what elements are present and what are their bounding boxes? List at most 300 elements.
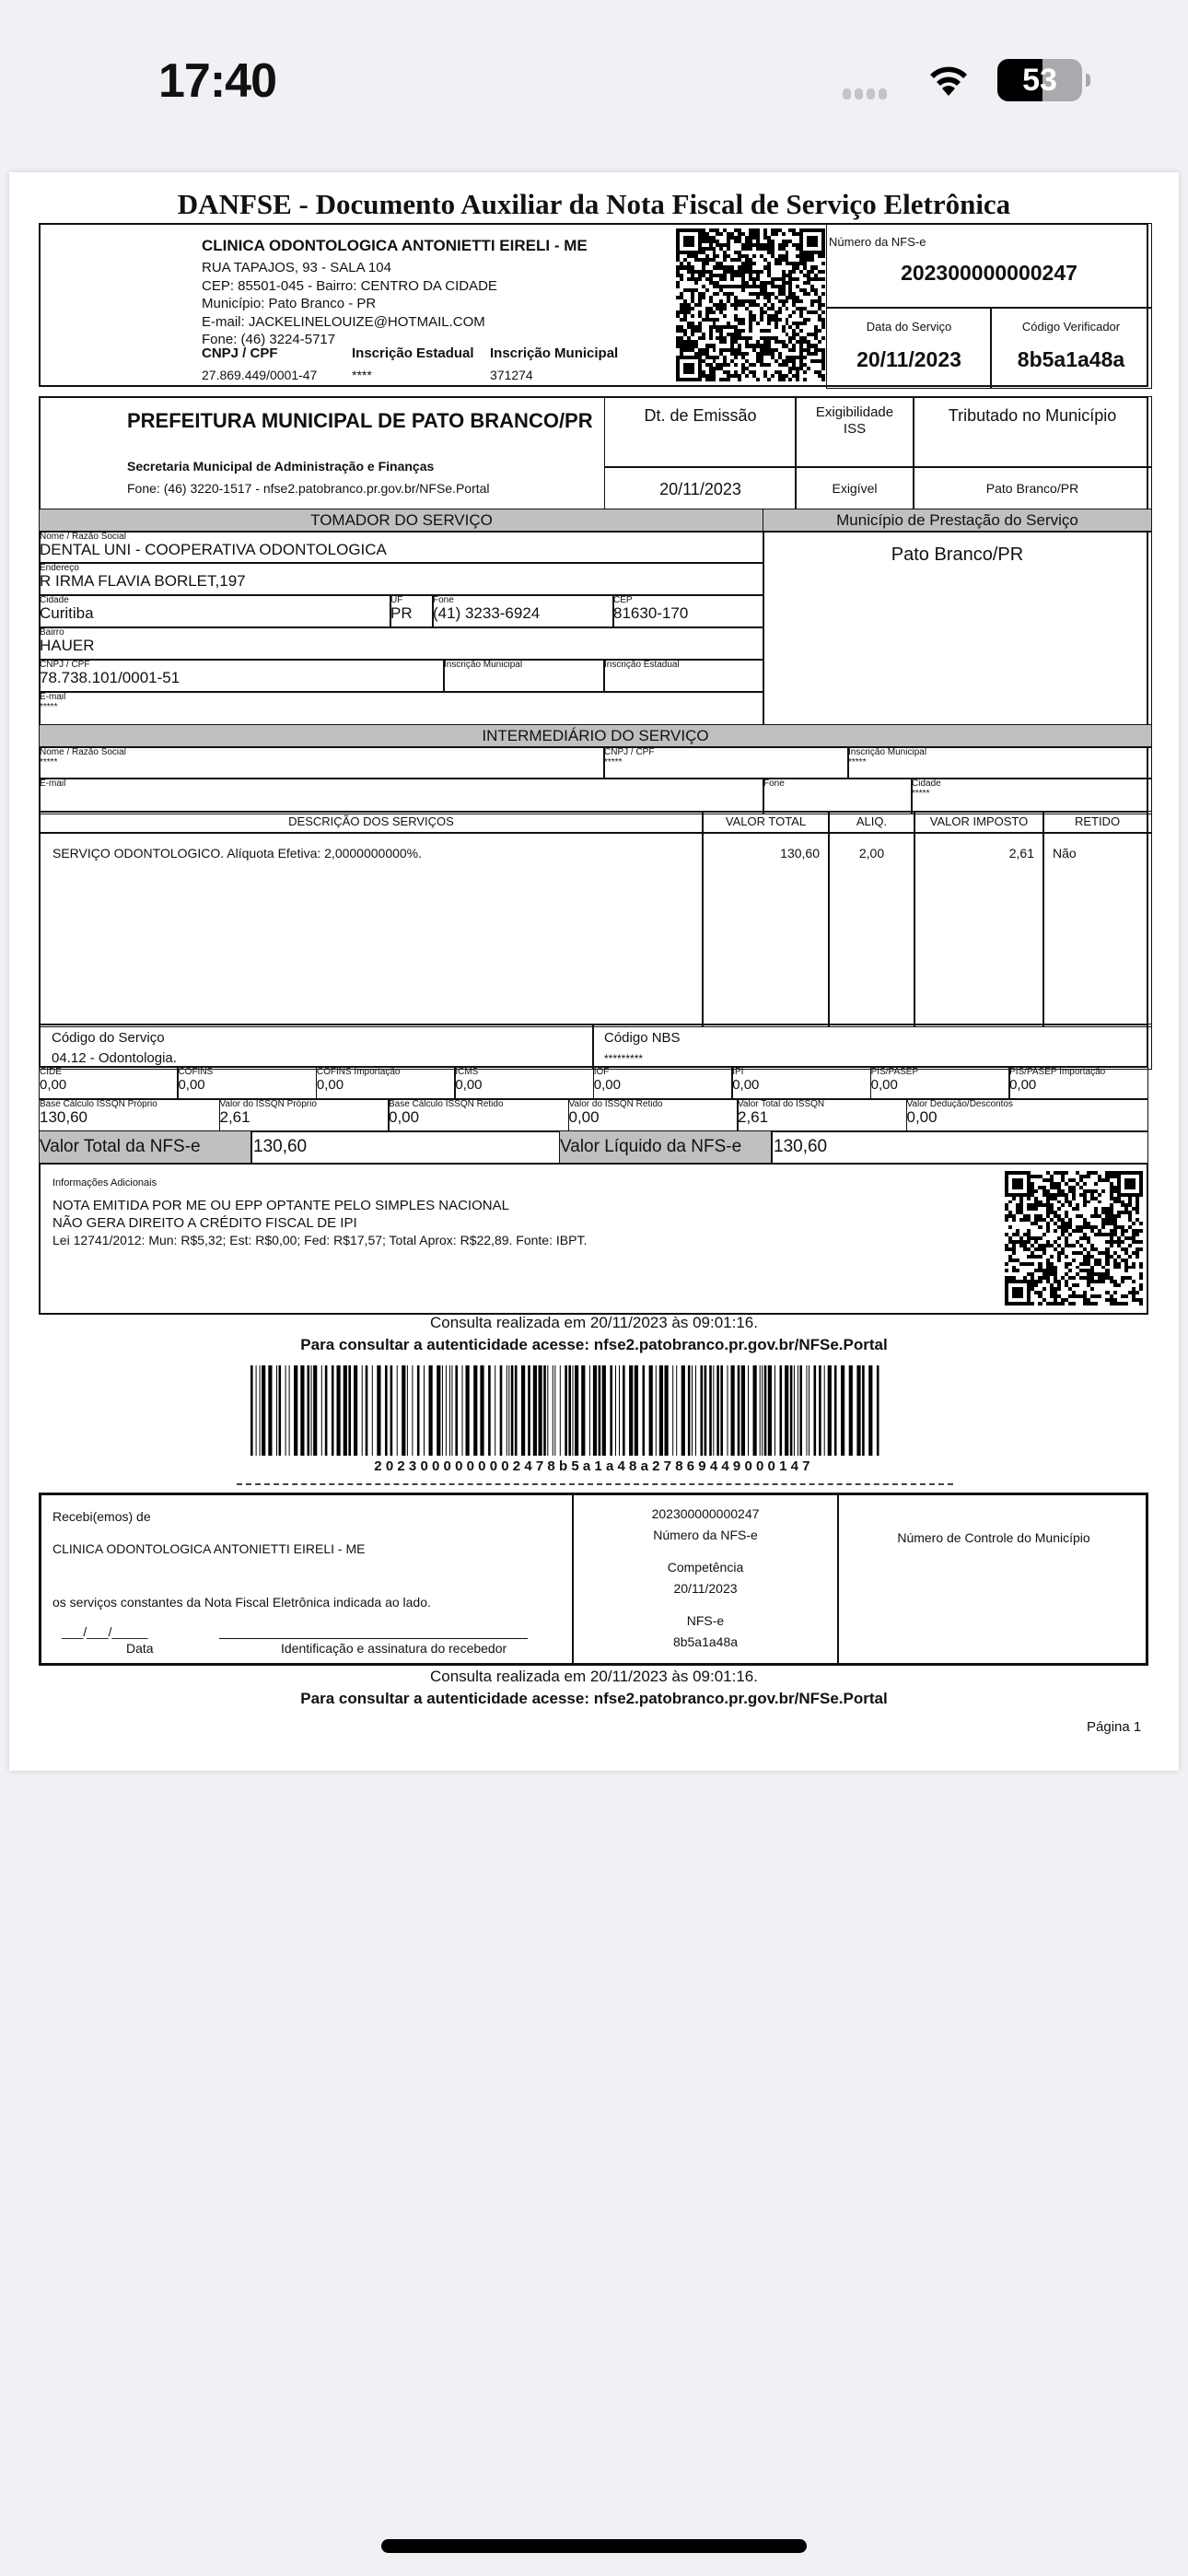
barcode-bar <box>799 1365 802 1456</box>
barcode-bar <box>279 1365 282 1456</box>
barcode-bar <box>260 1365 261 1456</box>
barcode-bar <box>308 1365 310 1456</box>
barcode-bar <box>256 1365 257 1456</box>
field-value: 78.738.101/0001-51 <box>40 669 181 686</box>
barcode-bar <box>602 1365 606 1456</box>
barcode-bar <box>635 1365 638 1456</box>
barcode-bar <box>276 1365 277 1456</box>
field-label: E-mail <box>40 779 66 789</box>
municipio-value: Pato Branco/PR <box>763 531 1152 728</box>
barcode-bar <box>741 1365 745 1456</box>
barcode-bar <box>785 1365 788 1456</box>
prestador-address: RUA TAPAJOS, 93 - SALA 104 <box>202 260 391 275</box>
barcode-bar <box>841 1365 844 1456</box>
barcode-bar <box>515 1365 518 1456</box>
tomador-ie-cell <box>603 659 764 693</box>
barcode-bar <box>268 1365 272 1456</box>
barcode-bar <box>262 1365 265 1456</box>
tomador-nome-cell <box>39 531 764 564</box>
barcode-bar <box>659 1365 663 1456</box>
field-label: CNPJ / CPF <box>604 747 655 757</box>
col-header-retido: RETIDO <box>1042 811 1152 834</box>
barcode-bar <box>455 1365 458 1456</box>
barcode-bar <box>768 1365 772 1456</box>
recibo-servicos: os serviços constantes da Nota Fiscal Eletrônica indicada ao lado. <box>52 1595 431 1610</box>
field-value: 0,00 <box>593 1077 621 1093</box>
barcode-bar <box>372 1365 373 1456</box>
info-label: Informações Adicionais <box>52 1177 157 1188</box>
barcode-bar <box>539 1365 542 1456</box>
barcode-bar <box>681 1365 685 1456</box>
codigo-nbs-cell <box>592 1024 1152 1070</box>
barcode-bar <box>451 1365 452 1456</box>
recibo-nfse-cell <box>572 1493 839 1666</box>
barcode-bar <box>643 1365 646 1456</box>
qr-module <box>1139 1302 1143 1306</box>
barcode-bar <box>807 1365 808 1456</box>
field-value: 2,61 <box>738 1108 769 1126</box>
barcode-bar <box>692 1365 693 1456</box>
servico-aliq: 2,00 <box>828 832 915 1027</box>
codigo-servico-box <box>39 1024 1148 1068</box>
servico-valor-total: 130,60 <box>702 832 830 1027</box>
field-label: CNPJ / CPF <box>40 660 90 670</box>
field-value: 0,00 <box>40 1077 67 1093</box>
issqn-cell <box>39 1098 220 1132</box>
prefeitura-contact: Fone: (46) 3220-1517 - nfse2.patobranco.pr.gov.br/NFSe.Portal <box>127 481 490 496</box>
barcode-bar <box>819 1365 821 1456</box>
barcode-bar <box>656 1365 657 1456</box>
field-value: 2,61 <box>219 1108 250 1126</box>
barcode-bar <box>332 1365 334 1456</box>
codigo-verificador-label: Código Verificador <box>1021 320 1121 334</box>
barcode-bar <box>407 1365 408 1456</box>
barcode-bar <box>528 1365 530 1456</box>
barcode-bar <box>511 1365 514 1456</box>
barcode-bar <box>449 1365 450 1456</box>
wifi-icon <box>926 59 972 100</box>
barcode-bar <box>568 1365 571 1456</box>
field-value: ***** <box>604 757 623 767</box>
tomador-header: TOMADOR DO SERVIÇO <box>39 509 764 533</box>
barcode-bar <box>780 1365 783 1456</box>
field-label: Nome / Razão Social <box>40 532 126 542</box>
tributado-label: Tributado no Município <box>913 396 1152 468</box>
field-label: Valor do ISSQN Próprio <box>219 1099 317 1109</box>
barcode-bar <box>521 1365 525 1456</box>
field-value: 0,00 <box>389 1108 420 1126</box>
field-label: Inscrição Municipal <box>444 660 523 670</box>
barcode-bar <box>390 1365 393 1456</box>
barcode-bar <box>412 1365 413 1456</box>
field-label: Endereço <box>40 563 79 573</box>
field-value: 81630-170 <box>613 604 689 622</box>
barcode-bar <box>676 1365 677 1456</box>
barcode-bar <box>313 1365 317 1456</box>
prefeitura-secretaria: Secretaria Municipal de Administração e Finanças <box>127 459 435 474</box>
servico-descricao: SERVIÇO ODONTOLOGICO. Alíquota Efetiva: 2,0000000000%. <box>39 832 704 1027</box>
field-label: PIS/PASEP <box>870 1067 919 1077</box>
field-label: Cidade <box>912 779 941 789</box>
barcode-bar <box>417 1365 420 1456</box>
codigo-verificador-value: 8b5a1a48a <box>1017 347 1125 371</box>
tributo-cell <box>177 1066 317 1100</box>
numero-label: Número da NFS-e <box>829 235 926 249</box>
tributo-cell <box>731 1066 871 1100</box>
data-servico-label: Data do Serviço <box>866 320 952 334</box>
barcode-bar <box>300 1365 304 1456</box>
exigibilidade-value: Exigível <box>795 466 914 512</box>
field-value: 0,00 <box>455 1077 483 1093</box>
im-value: 371274 <box>490 368 533 382</box>
prestador-cep: CEP: 85501-045 - Bairro: CENTRO DA CIDADE <box>202 277 497 294</box>
field-label: UF <box>390 595 403 605</box>
intermediario-fone-cell <box>763 778 913 814</box>
prefeitura-box <box>39 396 1148 510</box>
barcode-bar <box>705 1365 707 1456</box>
barcode-bar <box>446 1365 447 1456</box>
tributo-cell <box>39 1066 179 1100</box>
barcode-bar <box>554 1365 555 1456</box>
barcode-bar <box>424 1365 425 1456</box>
field-value: R IRMA FLAVIA BORLET,197 <box>40 572 246 590</box>
barcode-bar <box>748 1365 749 1456</box>
intermediario-im-cell <box>847 746 1152 779</box>
field-value: 0,00 <box>316 1077 344 1093</box>
tomador-endereco-cell <box>39 562 764 596</box>
field-label: Bairro <box>40 627 64 638</box>
field-label: Valor Total do ISSQN <box>738 1099 825 1109</box>
issqn-row <box>39 1098 1148 1132</box>
barcode-bar <box>533 1365 537 1456</box>
info-line: Lei 12741/2012: Mun: R$5,32; Est: R$0,00; Fed: R$17,57; Total Aprox: R$22,89. Fonte: IBPT. <box>52 1233 588 1247</box>
barcode-bar <box>593 1365 597 1456</box>
field-value: PR <box>390 604 413 622</box>
recibo-assinatura-label: Identificação e assinatura do recebedor <box>281 1641 507 1656</box>
barcode-bar <box>828 1365 832 1456</box>
consulta-text-footer: Consulta realizada em 20/11/2023 às 09:01:16. <box>430 1668 758 1685</box>
barcode-bar <box>500 1365 503 1456</box>
field-value: ********* <box>604 1052 644 1065</box>
barcode-bar <box>589 1365 590 1456</box>
barcode-bar <box>695 1365 696 1456</box>
barcode-bar <box>337 1365 341 1456</box>
prestador-name: CLINICA ODONTOLOGICA ANTONIETTI EIRELI - ME <box>202 237 588 254</box>
tomador-cidade-cell <box>39 594 391 628</box>
tomador-uf-cell <box>390 594 434 628</box>
prestador-box <box>39 223 1148 387</box>
barcode-bar <box>480 1365 483 1456</box>
barcode-bar <box>713 1365 714 1456</box>
barcode-bar <box>565 1365 567 1456</box>
servico-retido: Não <box>1042 832 1152 1027</box>
tributo-cell <box>1008 1066 1148 1100</box>
recibo-numero: 202300000000247 <box>651 1506 760 1521</box>
barcode-bar <box>437 1365 440 1456</box>
recibo-empresa: CLINICA ODONTOLOGICA ANTONIETTI EIRELI - ME <box>52 1541 366 1556</box>
field-label: Inscrição Municipal <box>848 747 927 757</box>
field-label: Base Cálculo ISSQN Próprio <box>40 1099 157 1109</box>
prestador-email: E-mail: JACKELINELOUIZE@HOTMAIL.COM <box>202 313 485 330</box>
cellular-signal-icon <box>843 88 887 100</box>
field-value: 0,00 <box>870 1077 898 1093</box>
barcode-bar <box>377 1365 380 1456</box>
field-label: Nome / Razão Social <box>40 747 126 757</box>
barcode-bar <box>385 1365 388 1456</box>
intermediario-cnpj-cell <box>603 746 849 779</box>
home-indicator[interactable] <box>381 2539 807 2553</box>
field-value: Curitiba <box>40 604 94 622</box>
barcode-bar <box>547 1365 548 1456</box>
valor-total-label: Valor Total da NFS-e <box>39 1130 252 1165</box>
barcode-bar <box>610 1365 612 1456</box>
recibo-recebi: Recebi(emos) de <box>52 1509 151 1524</box>
barcode-bar <box>362 1365 363 1456</box>
field-label: COFINS <box>178 1067 214 1077</box>
barcode-bar <box>488 1365 491 1456</box>
barcode-bar <box>790 1365 793 1456</box>
barcode-bar <box>354 1365 357 1456</box>
field-label: Inscrição Estadual <box>604 660 680 670</box>
codigo-verificador-cell <box>990 307 1152 389</box>
valor-liquido-value: 130,60 <box>771 1130 1148 1165</box>
col-header-valor-imposto: VALOR IMPOSTO <box>914 811 1044 834</box>
barcode-bar <box>466 1365 470 1456</box>
field-value: HAUER <box>40 637 95 654</box>
field-value: ***** <box>912 789 930 799</box>
recibo-nfse-label: NFS-e <box>686 1613 725 1628</box>
tomador-im-cell <box>443 659 605 693</box>
battery-icon <box>997 59 1082 101</box>
barcode-bar <box>402 1365 405 1456</box>
field-label: IOF <box>593 1067 610 1077</box>
tomador-bairro-cell <box>39 626 764 661</box>
tomador-cnpj-cell <box>39 659 445 693</box>
barcode-bar <box>462 1365 463 1456</box>
barcode-bar <box>397 1365 398 1456</box>
field-value: DENTAL UNI - COOPERATIVA ODONTOLOGICA <box>40 541 387 558</box>
autenticidade-link-footer[interactable]: Para consultar a autenticidade acesse: nfse2.patobranco.pr.gov.br/NFSe.Portal <box>300 1690 888 1707</box>
prestador-address-block <box>202 259 497 349</box>
numero-value: 202300000000247 <box>901 261 1077 285</box>
field-label: Valor do ISSQN Retido <box>568 1099 663 1109</box>
recibo-codigo: 8b5a1a48a <box>672 1634 739 1649</box>
recibo-data-label: Data <box>126 1641 154 1656</box>
barcode-bar <box>573 1365 574 1456</box>
recibo-competencia-label: Competência <box>667 1560 744 1575</box>
barcode-bar <box>344 1365 347 1456</box>
barcode-bar <box>619 1365 620 1456</box>
field-value: 0,00 <box>732 1077 760 1093</box>
valor-liquido-label: Valor Líquido da NFS-e <box>559 1130 773 1165</box>
barcode-bar <box>672 1365 673 1456</box>
document-title: DANFSE - Documento Auxiliar da Nota Fiscal de Serviço Eletrônica <box>177 188 1011 220</box>
barcode-bar <box>814 1365 817 1456</box>
info-lines <box>52 1198 587 1249</box>
qr-code-info <box>1005 1171 1143 1306</box>
barcode-bar <box>321 1365 322 1456</box>
field-label: Código NBS <box>604 1030 681 1046</box>
issqn-cell <box>906 1098 1149 1132</box>
barcode-bar <box>429 1365 433 1456</box>
issqn-cell <box>737 1098 907 1132</box>
field-label: COFINS Importação <box>316 1067 401 1077</box>
field-label: CIDE <box>40 1067 62 1077</box>
barcode-bar <box>849 1365 853 1456</box>
barcode-text: 2023000000002478b5a1a48a27869449000147 <box>374 1458 814 1474</box>
field-value: (41) 3233-6924 <box>433 604 541 622</box>
valor-total-value: 130,60 <box>250 1130 561 1165</box>
barcode-bar <box>720 1365 723 1456</box>
intermediario-box <box>39 724 1148 813</box>
field-value: 0,00 <box>568 1108 600 1126</box>
barcode-bar <box>762 1365 763 1456</box>
barcode-bar <box>868 1365 872 1456</box>
emissao-label: Dt. de Emissão <box>604 396 797 468</box>
barcode-bar <box>709 1365 712 1456</box>
barcode-bar <box>649 1365 653 1456</box>
field-label: ICMS <box>455 1067 479 1077</box>
issqn-cell <box>568 1098 739 1132</box>
prestador-fone: Fone: (46) 3224-5717 <box>202 332 336 347</box>
barcode-bar <box>794 1365 795 1456</box>
barcode-bar <box>738 1365 740 1456</box>
info-line: NOTA EMITIDA POR ME OU EPP OPTANTE PELO SIMPLES NACIONAL <box>52 1198 509 1213</box>
barcode-bar <box>834 1365 837 1456</box>
autenticidade-link[interactable]: Para consultar a autenticidade acesse: nfse2.patobranco.pr.gov.br/NFSe.Portal <box>300 1336 888 1353</box>
battery-tip <box>1086 74 1090 87</box>
barcode-bar <box>877 1365 879 1456</box>
barcode-bar <box>581 1365 585 1456</box>
intermediario-email-cell <box>39 778 764 814</box>
barcode-bar <box>824 1365 825 1456</box>
tributado-value: Pato Branco/PR <box>913 466 1152 512</box>
tomador-fone-cell <box>432 594 614 628</box>
recibo-numero-label: Número da NFS-e <box>653 1528 758 1542</box>
col-header-valor-total: VALOR TOTAL <box>702 811 830 834</box>
barcode-bar <box>560 1365 561 1456</box>
recibo-controle-label: Número de Controle do Município <box>897 1530 1090 1545</box>
tomador-box <box>39 509 1148 726</box>
barcode-bar <box>294 1365 297 1456</box>
emissao-value: 20/11/2023 <box>604 466 797 512</box>
field-value: ***** <box>848 757 867 767</box>
field-value: 0,00 <box>1009 1077 1037 1093</box>
barcode-bar <box>716 1365 719 1456</box>
barcode-bar <box>760 1365 761 1456</box>
data-servico-cell <box>826 307 992 389</box>
qr-module <box>821 378 825 381</box>
status-time: 17:40 <box>158 54 276 108</box>
prefeitura-name: PREFEITURA MUNICIPAL DE PATO BRANCO/PR <box>127 409 593 432</box>
numero-nfse-cell <box>826 223 1152 309</box>
recibo-date-blank[interactable]: ___/___/_____ <box>62 1624 148 1639</box>
servico-valor-imposto: 2,61 <box>914 832 1044 1027</box>
barcode-bar <box>665 1365 669 1456</box>
col-header-descricao: DESCRIÇÃO DOS SERVIÇOS <box>39 811 704 834</box>
barcode-bar <box>289 1365 290 1456</box>
issqn-cell <box>219 1098 390 1132</box>
barcode-bar <box>615 1365 616 1456</box>
field-label: CEP <box>613 595 633 605</box>
field-label: IPI <box>732 1067 744 1077</box>
barcode-bar <box>250 1365 253 1456</box>
barcode-bar <box>862 1365 865 1456</box>
municipio-header: Município de Prestação do Serviço <box>763 509 1152 533</box>
barcode-bar <box>442 1365 443 1456</box>
barcode-bar <box>701 1365 704 1456</box>
intermediario-header: INTERMEDIÁRIO DO SERVIÇO <box>39 724 1152 748</box>
valores-row <box>39 1130 1148 1165</box>
ie-value: **** <box>352 368 372 382</box>
field-label: Fone <box>763 779 785 789</box>
barcode <box>250 1365 884 1456</box>
data-servico-value: 20/11/2023 <box>856 347 961 371</box>
intermediario-cidade-cell <box>911 778 1152 814</box>
field-label: PIS/PASEP Importação <box>1009 1067 1106 1077</box>
field-label: Código do Serviço <box>52 1030 165 1046</box>
barcode-bar <box>285 1365 286 1456</box>
barcode-bar <box>348 1365 351 1456</box>
consulta-text: Consulta realizada em 20/11/2023 às 09:01:16. <box>430 1314 758 1331</box>
recibo-box <box>39 1493 1148 1666</box>
barcode-bar <box>325 1365 328 1456</box>
servicos-table <box>39 811 1148 1025</box>
field-value: 04.12 - Odontologia. <box>52 1050 177 1066</box>
recibo-competencia: 20/11/2023 <box>673 1581 738 1596</box>
qr-code-header <box>676 228 825 381</box>
barcode-bar <box>599 1365 601 1456</box>
col-header-aliq: ALIQ. <box>828 811 915 834</box>
tributo-cell <box>593 1066 733 1100</box>
barcode-bar <box>508 1365 509 1456</box>
field-value: 0,00 <box>906 1108 938 1126</box>
field-label: Valor Dedução/Descontos <box>906 1099 1013 1109</box>
field-label: Fone <box>433 595 454 605</box>
barcode-bar <box>753 1365 757 1456</box>
barcode-bar <box>688 1365 691 1456</box>
cut-line <box>237 1483 953 1485</box>
battery-level: 53 <box>1022 62 1057 98</box>
tributos-row <box>39 1066 1148 1100</box>
ie-label: Inscrição Estadual <box>352 345 474 361</box>
field-label: Cidade <box>40 595 69 605</box>
tributo-cell <box>316 1066 456 1100</box>
field-label: Base Cálculo ISSQN Retido <box>389 1099 504 1109</box>
tomador-cep-cell <box>612 594 764 628</box>
field-value: ***** <box>40 757 58 767</box>
tomador-email-cell <box>39 691 764 728</box>
barcode-bar <box>623 1365 625 1456</box>
field-value: ***** <box>40 702 58 712</box>
cnpj-label: CNPJ / CPF <box>202 345 278 361</box>
barcode-bar <box>311 1365 312 1456</box>
barcode-bar <box>575 1365 578 1456</box>
tributo-cell <box>454 1066 594 1100</box>
barcode-bar <box>731 1365 735 1456</box>
assinatura-line[interactable] <box>219 1638 528 1639</box>
cnpj-value: 27.869.449/0001-47 <box>202 368 318 382</box>
field-label: E-mail <box>40 692 66 702</box>
exigibilidade-label: Exigibilidade ISS <box>795 396 914 468</box>
barcode-bar <box>764 1365 767 1456</box>
barcode-bar <box>543 1365 546 1456</box>
field-value: 0,00 <box>178 1077 205 1093</box>
prestador-municipio: Município: Pato Branco - PR <box>202 296 377 311</box>
issqn-cell <box>388 1098 569 1132</box>
codigo-servico-cell <box>39 1024 594 1070</box>
barcode-bar <box>473 1365 477 1456</box>
